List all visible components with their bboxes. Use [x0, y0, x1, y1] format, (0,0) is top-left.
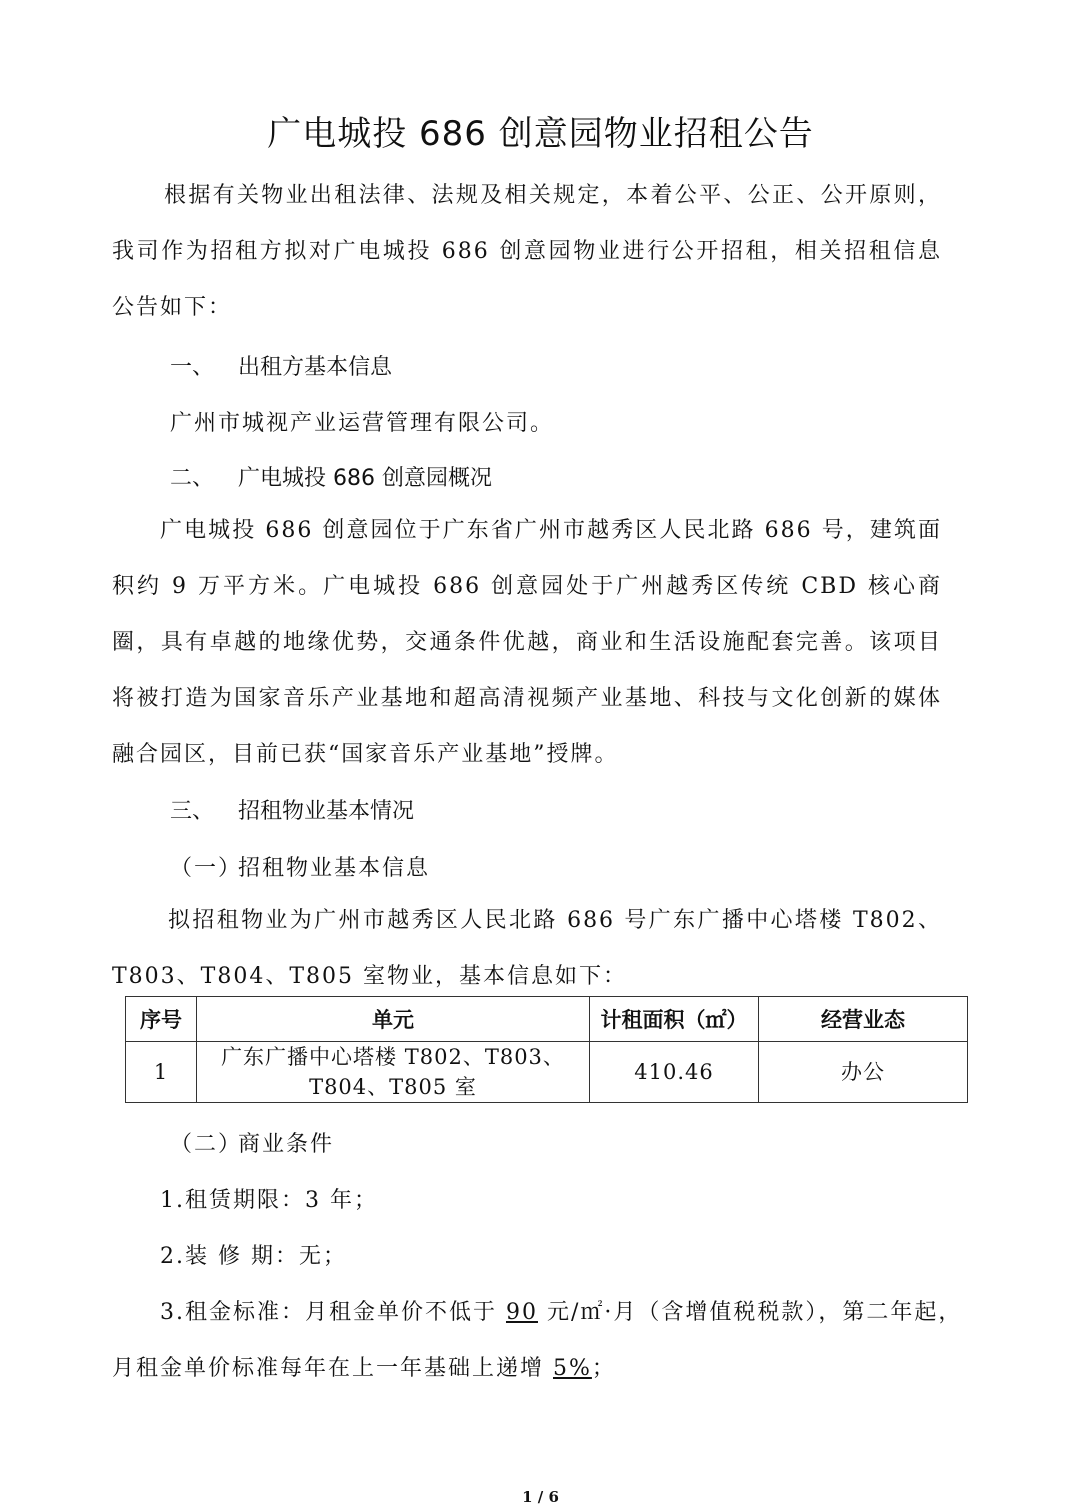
page-number: 1 / 6 [522, 1488, 559, 1506]
term-rent-increase [112, 1351, 616, 1382]
table-cell: 1 [126, 1042, 197, 1103]
property-table [125, 996, 968, 1103]
table-cell: 办公 [759, 1042, 968, 1103]
subsection-heading-1 [170, 851, 430, 882]
rent-text: 元/㎡·月（含增值税税款），第二年起， [537, 1300, 963, 1325]
subsection-heading-2 [170, 1127, 334, 1158]
table-header: 计租面积（㎡） [590, 997, 759, 1042]
rent-text: 3.租金标准：月租金单价不低于 [160, 1300, 506, 1325]
rent-increase-rate: 5% [553, 1356, 592, 1381]
section-heading-2 [170, 461, 492, 492]
table-row [126, 1042, 968, 1103]
term-lease-period: 1.租赁期限：3 年； [160, 1188, 378, 1213]
rent-text: ； [591, 1356, 616, 1381]
section-number: 一、 [170, 355, 215, 380]
page-title: 广电城投 686 创意园物业招租公告 [267, 114, 814, 154]
section-title: 招租物业基本情况 [238, 799, 415, 824]
table-header: 经营业态 [759, 997, 968, 1042]
table-header: 单元 [197, 997, 590, 1042]
term-rent-standard [160, 1295, 962, 1326]
section-number: 二、 [170, 466, 215, 491]
subsection-number: （一） [170, 856, 243, 881]
table-header: 序号 [126, 997, 197, 1042]
overview-paragraph: 广电城投 686 创意园位于广东省广州市越秀区人民北路 686 号，建筑面积约 9 万平方米。广电城投 686 创意园处于广州越秀区传统 CBD 核心商圈，具有卓越的地缘优势，交通条件优越，商业和生活设施配套完善。该项目将被打造为国家音乐产业基地和超高清视频产业基地、科技与文化创新的媒体融合园区，目前已获“国家音乐产业基地”授牌。 [112, 518, 942, 767]
intro-paragraph: 根据有关物业出租法律、法规及相关规定，本着公平、公正、公开原则，我司作为招租方拟对广电城投 686 创意园物业进行公开招租，相关招租信息公告如下： [112, 183, 942, 320]
section-heading-1 [170, 350, 392, 381]
section-title: 广电城投 686 创意园概况 [238, 466, 492, 491]
subsection-number: （二） [170, 1132, 243, 1157]
term-renovation-period: 2.装 修 期：无； [160, 1244, 347, 1269]
subsection-title: 商业条件 [238, 1132, 335, 1157]
lessor-name: 广州市城视产业运营管理有限公司。 [170, 411, 555, 436]
table-cell: 410.46 [590, 1042, 759, 1103]
section-title: 出租方基本信息 [238, 355, 393, 380]
section-number: 三、 [170, 799, 215, 824]
rent-price: 90 [505, 1300, 538, 1325]
rent-text: 月租金单价标准每年在上一年基础上递增 [112, 1356, 553, 1381]
table-header-row [126, 997, 968, 1042]
section-heading-3 [170, 794, 414, 825]
table-cell: 广东广播中心塔楼 T802、T803、T804、T805 室 [197, 1042, 590, 1103]
subsection-title: 招租物业基本信息 [238, 856, 431, 881]
property-description: 拟招租物业为广州市越秀区人民北路 686 号广东广播中心塔楼 T802、T803、T804、T805 室物业，基本信息如下： [112, 908, 942, 989]
